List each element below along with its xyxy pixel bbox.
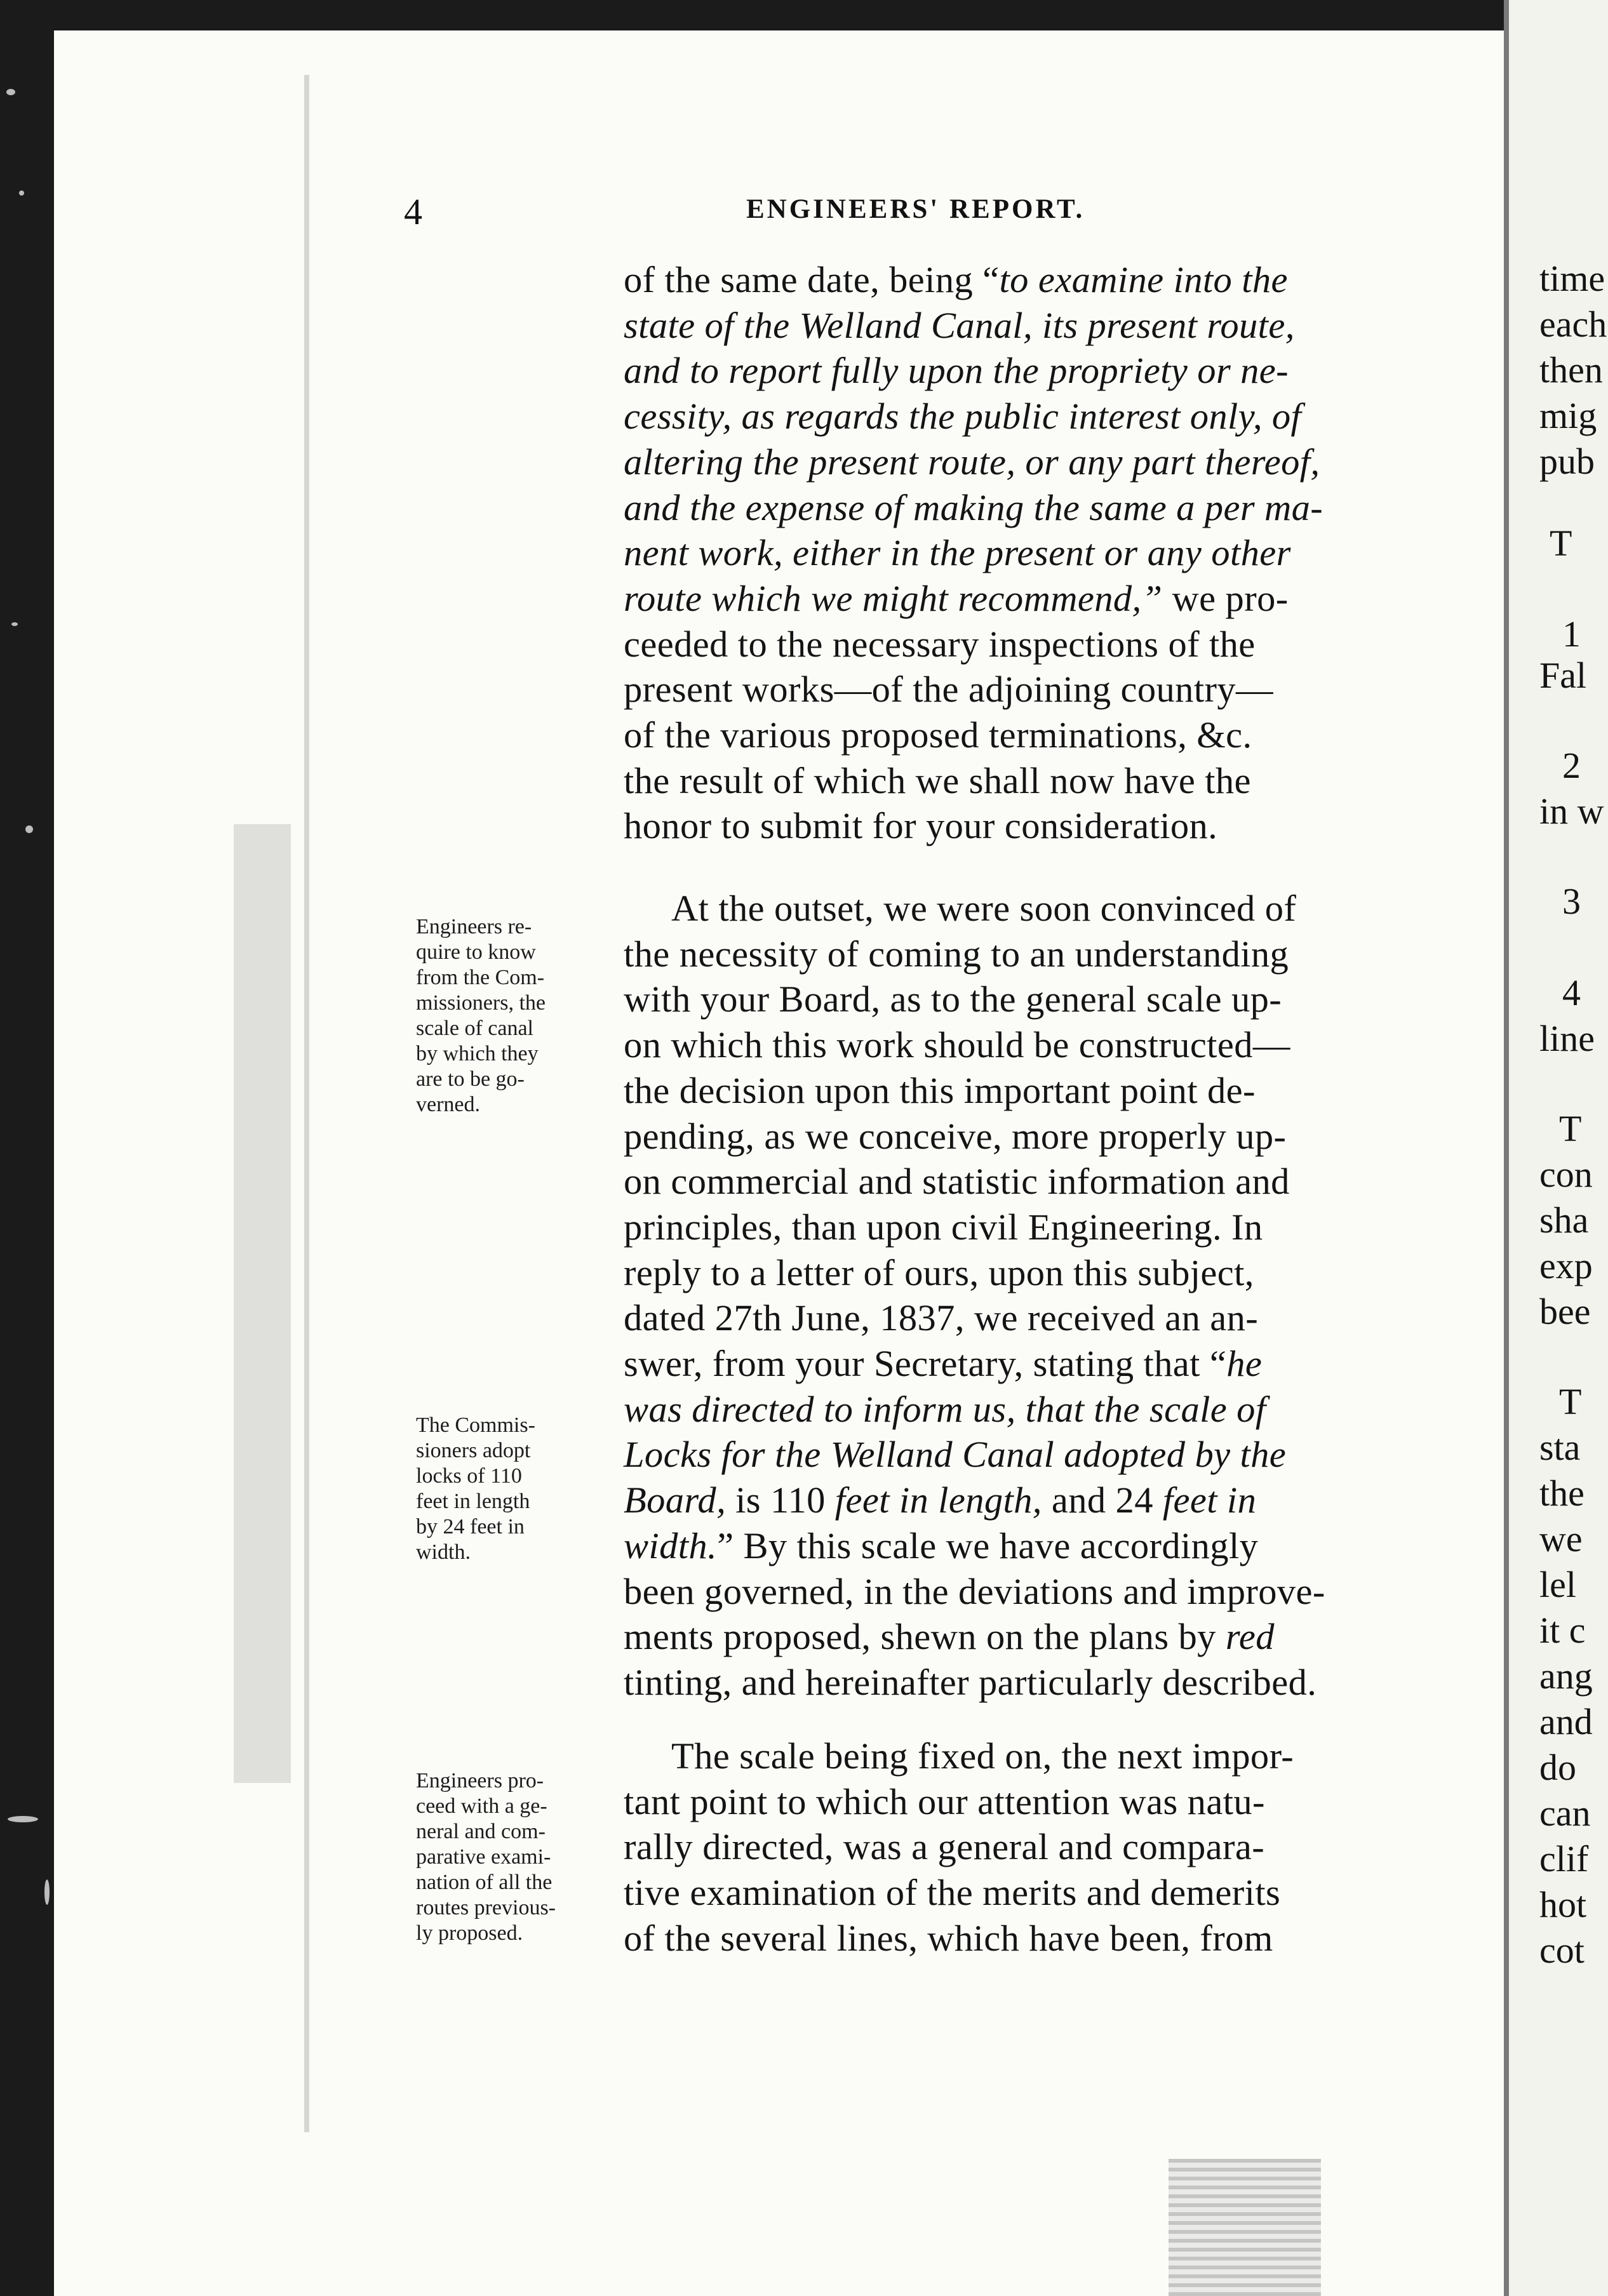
sidenote-line: parative exami- (416, 1845, 551, 1869)
sidenote-line: The Commis- (416, 1413, 535, 1437)
sidenote-line: Engineers pro- (416, 1769, 544, 1792)
sidenote-examination-of-routes (416, 1768, 600, 1946)
paragraph-2 (624, 886, 1480, 1705)
text-line: Locks for the Welland Canal adopted by the (624, 1434, 1287, 1476)
next-page-fragment: Fal (1539, 655, 1587, 696)
text-line: width.” By this scale we have accordingly (624, 1525, 1259, 1566)
text-line: on which this work should be constructed— (624, 1024, 1290, 1066)
next-page-fragment: 4 (1562, 972, 1581, 1013)
sidenote-line: by 24 feet in (416, 1515, 525, 1538)
next-page-fragment: and (1539, 1701, 1593, 1742)
sidenote-line: sioners adopt (416, 1439, 531, 1462)
text-line: ceeded to the necessary inspections of the (624, 623, 1256, 665)
scan-speck (11, 622, 18, 626)
page-fold (1504, 0, 1509, 2296)
scan-speck (25, 825, 33, 833)
sidenote-line: width. (416, 1540, 471, 1564)
sidenote-line: locks of 110 (416, 1464, 522, 1488)
page-gutter-edge (304, 75, 309, 2132)
next-page-fragment: bee (1539, 1291, 1591, 1332)
next-page-fragment: lel (1539, 1564, 1576, 1605)
text-line: been governed, in the deviations and improve- (624, 1570, 1325, 1612)
sidenote-line: ly proposed. (416, 1921, 523, 1945)
text-line: on commercial and statistic information and (624, 1161, 1290, 1203)
next-page-fragment: then (1539, 349, 1603, 390)
next-page-fragment: ang (1539, 1655, 1593, 1697)
sidenote-line: routes previous- (416, 1896, 556, 1919)
page-number: 4 (404, 191, 422, 232)
paragraph-3 (624, 1733, 1480, 1961)
text-line: was directed to inform us, that the scale of (624, 1388, 1266, 1430)
scan-artifact (1169, 2159, 1321, 2296)
running-head: ENGINEERS' REPORT. (746, 194, 1085, 224)
next-page-fragment: do (1539, 1747, 1576, 1788)
text-line: cessity, as regards the public interest only, of (624, 396, 1302, 437)
next-page-fragment: sha (1539, 1199, 1589, 1241)
text-line: ments proposed, shewn on the plans by red (624, 1616, 1275, 1658)
next-page-fragment: T (1550, 523, 1572, 564)
next-page-fragment: T (1559, 1108, 1582, 1149)
text-line: tive examination of the merits and demerits (624, 1872, 1281, 1914)
next-page-fragment: 3 (1562, 881, 1581, 922)
next-page-fragment: cot (1539, 1930, 1585, 1971)
sidenote-scale-of-canal (416, 914, 600, 1118)
text-line: reply to a letter of ours, upon this subject, (624, 1251, 1254, 1293)
sidenote-line: quire to know (416, 940, 536, 964)
sidenote-line: by which they (416, 1042, 539, 1065)
next-page-fragment: hot (1539, 1884, 1587, 1925)
text-line: present works—of the adjoining country— (624, 669, 1273, 711)
sidenote-line: Engineers re- (416, 915, 532, 938)
text-line: the necessity of coming to an understanding (624, 933, 1289, 975)
scan-speck (6, 89, 15, 95)
sidenote-line: missioners, the (416, 991, 546, 1015)
next-page-fragment: it c (1539, 1610, 1586, 1651)
sidenote-line: ceed with a ge- (416, 1794, 547, 1818)
next-page-fragment: in w (1539, 791, 1604, 832)
next-page-fragment: each (1539, 304, 1607, 345)
next-page-fragment: we (1539, 1518, 1583, 1559)
text-line: of the several lines, which have been, from (624, 1917, 1273, 1959)
text-line: tant point to which our attention was natu- (624, 1780, 1265, 1822)
sidenote-locks-adopted (416, 1413, 600, 1565)
next-page-fragment: line (1539, 1018, 1595, 1059)
sidenote-line: feet in length (416, 1490, 530, 1513)
text-line: altering the present route, or any part thereof, (624, 441, 1320, 483)
next-page-fragment: clif (1539, 1838, 1589, 1879)
paragraph-1 (624, 257, 1480, 849)
text-line: The scale being fixed on, the next impor- (671, 1735, 1294, 1777)
text-line: of the same date, being “to examine into the (624, 259, 1288, 300)
next-page-fragment: pub (1539, 441, 1595, 482)
sidenote-line: nation of all the (416, 1871, 553, 1894)
scan-speck (8, 1816, 38, 1822)
text-line: and the expense of making the same a per ma- (624, 486, 1323, 528)
next-page-fragment: 2 (1562, 745, 1581, 786)
text-line: of the various proposed terminations, &c. (624, 714, 1252, 756)
sidenote-line: scale of canal (416, 1017, 533, 1040)
text-line: tinting, and hereinafter particularly described. (624, 1661, 1317, 1703)
text-line: state of the Welland Canal, its present route, (624, 304, 1295, 346)
text-line: route which we might recommend,” we pro- (624, 577, 1289, 619)
sidenote-line: are to be go- (416, 1067, 525, 1091)
next-page-fragment: 1 (1562, 613, 1581, 655)
binding-shadow (234, 824, 291, 1783)
scan-speck (44, 1879, 50, 1905)
text-line: the decision upon this important point de- (624, 1069, 1256, 1111)
next-page-fragment: the (1539, 1472, 1585, 1514)
text-line: honor to submit for your consideration. (624, 805, 1218, 847)
next-page-fragment: can (1539, 1792, 1591, 1834)
next-page-fragment: con (1539, 1154, 1593, 1195)
text-line: At the outset, we were soon convinced of (671, 888, 1297, 929)
text-line: principles, than upon civil Engineering. In (624, 1206, 1263, 1248)
text-line: pending, as we conceive, more properly up- (624, 1115, 1287, 1157)
text-line: swer, from your Secretary, stating that “he (624, 1343, 1263, 1385)
text-line: rally directed, was a general and compara- (624, 1826, 1265, 1868)
text-line: and to report fully upon the propriety or ne- (624, 350, 1289, 392)
text-line: with your Board, as to the general scale up- (624, 978, 1282, 1020)
next-page-fragment: exp (1539, 1245, 1593, 1286)
next-page-fragment: T (1559, 1381, 1582, 1422)
sidenote-line: from the Com- (416, 966, 545, 989)
next-page-fragment: sta (1539, 1427, 1581, 1468)
sidenote-line: neral and com- (416, 1820, 546, 1843)
text-line: the result of which we shall now have the (624, 759, 1251, 801)
next-page-fragment: mig (1539, 395, 1597, 436)
text-line: Board, is 110 feet in length, and 24 feet in (624, 1479, 1257, 1521)
sidenote-line: verned. (416, 1093, 481, 1116)
scan-speck (19, 190, 24, 196)
text-line: nent work, either in the present or any other (624, 532, 1291, 574)
text-line: dated 27th June, 1837, we received an an- (624, 1297, 1259, 1339)
next-page-fragment: time (1539, 258, 1605, 299)
